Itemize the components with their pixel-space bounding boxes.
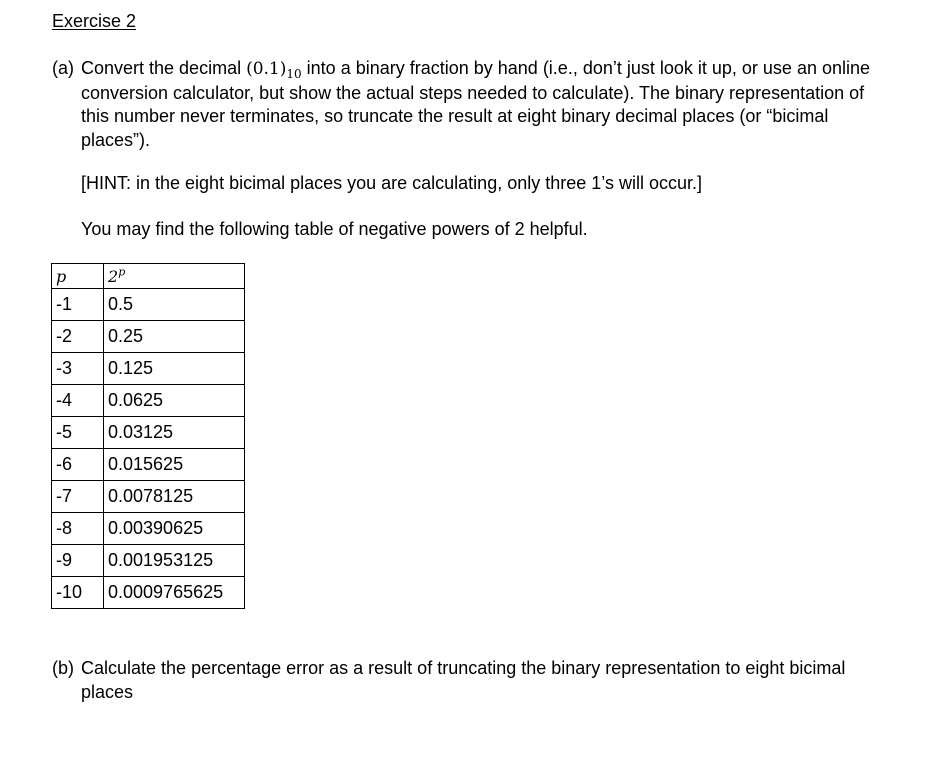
table-row [52, 417, 245, 449]
power-exponent-cell: -3 [52, 353, 104, 385]
table-row [52, 289, 245, 321]
table-row [52, 545, 245, 577]
powers-of-two-table [51, 263, 245, 609]
table-header-row [52, 264, 245, 289]
hint-text: [HINT: in the eight bicimal places you are calculating, only three 1’s will occur.] [81, 173, 702, 193]
power-value-cell: 0.03125 [104, 417, 245, 449]
header-p: p [52, 264, 104, 289]
decimal-math-expression: $(0.1)_{10}$ [246, 59, 302, 81]
power-value-cell: 0.125 [104, 353, 245, 385]
power-exponent-cell: -2 [52, 321, 104, 353]
power-exponent-cell: -1 [52, 289, 104, 321]
header-two-to-p: 2$^p$ [104, 264, 245, 289]
power-value-cell: 0.001953125 [104, 545, 245, 577]
power-value-cell: 0.0009765625 [104, 577, 245, 609]
table-row [52, 449, 245, 481]
table-row [52, 321, 245, 353]
part-b-text: Calculate the percentage error as a result of truncating the binary representation to eight bicimal places [81, 658, 846, 702]
table-row [52, 513, 245, 545]
part-a-text-start: Convert the decimal [81, 58, 247, 78]
power-exponent-cell: -6 [52, 449, 104, 481]
table-row [52, 481, 245, 513]
power-exponent-cell: -8 [52, 513, 104, 545]
power-exponent-cell: -10 [52, 577, 104, 609]
part-a-text-end: into a binary fraction by hand (i.e., don’t just look it up, or use an online conversion calculator, but show the actual steps needed to calculate). The binary representation of this number never terminates, so truncate the result at eight binary decimal places (or “bicimal places”). [81, 58, 871, 150]
power-value-cell: 0.25 [104, 321, 245, 353]
table-intro-text: You may find the following table of negative powers of 2 helpful. [81, 219, 588, 239]
power-value-cell: 0.015625 [104, 449, 245, 481]
power-value-cell: 0.00390625 [104, 513, 245, 545]
power-exponent-cell: -7 [52, 481, 104, 513]
part-a-question [52, 57, 892, 152]
power-value-cell: 0.5 [104, 289, 245, 321]
table-row [52, 385, 245, 417]
power-exponent-cell: -4 [52, 385, 104, 417]
table-row [52, 577, 245, 609]
part-a-body [81, 57, 892, 152]
table-row [52, 353, 245, 385]
part-b-label: (b) [52, 658, 74, 678]
power-exponent-cell: -9 [52, 545, 104, 577]
part-b-question [52, 657, 892, 704]
exercise-title: Exercise 2 [52, 11, 137, 31]
power-value-cell: 0.0078125 [104, 481, 245, 513]
part-a-label: (a) [52, 58, 74, 78]
power-exponent-cell: -5 [52, 417, 104, 449]
power-value-cell: 0.0625 [104, 385, 245, 417]
